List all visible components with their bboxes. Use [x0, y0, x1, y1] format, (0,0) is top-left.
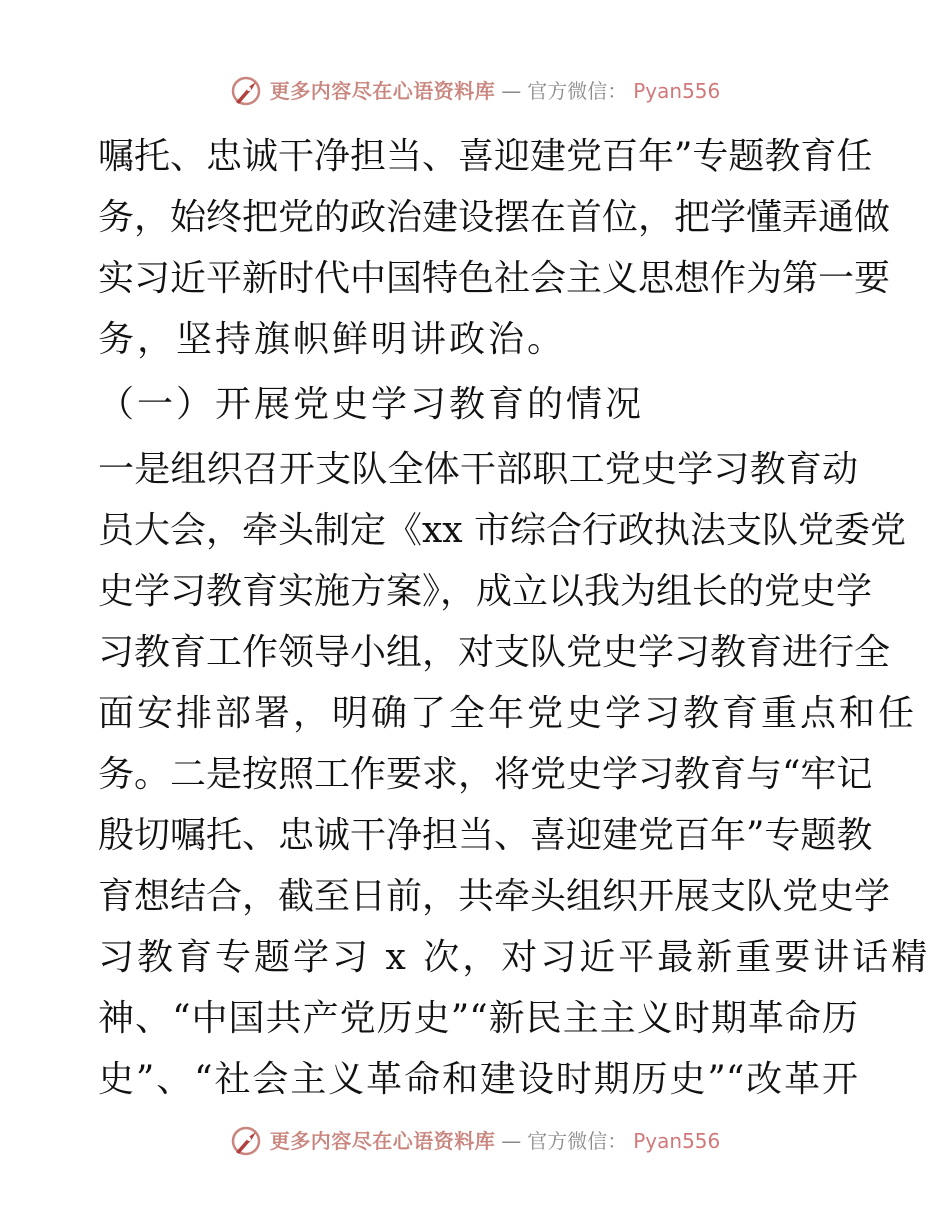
paragraph-line: 神、“中国共产党历史”“新民主主义时期革命历	[98, 998, 858, 1039]
paragraph-line: 习教育工作领导小组，对支队党史学习教育进行全	[98, 632, 891, 673]
paragraph-line: 务。二是按照工作要求，将党史学习教育与“牢记	[98, 754, 873, 795]
document-body	[98, 126, 931, 1110]
paragraph-line: 习教育专题学习 x 次，对习近平最新重要讲话精	[98, 937, 931, 978]
paragraph-line: 员大会，牵头制定《xx 市综合行政执法支队党委党	[98, 510, 907, 551]
paragraph-line: 育想结合，截至日前，共牵头组织开展支队党史学	[98, 876, 891, 917]
paragraph-line: 面安排部署，明确了全年党史学习教育重点和任	[98, 693, 918, 734]
watermark-separator: —	[501, 79, 522, 103]
pen-nib-logo-icon	[230, 1126, 264, 1156]
paragraph-line: 务，坚持旗帜鲜明讲政治。	[98, 319, 567, 360]
watermark-separator: —	[501, 1129, 522, 1153]
paragraph-line: 殷切嘱托、忠诚干净担当、喜迎建党百年”专题教	[98, 815, 873, 856]
paragraph-line: 嘱托、忠诚干净担当、喜迎建党百年”专题教育任	[98, 136, 873, 177]
pen-nib-logo-icon	[230, 76, 264, 106]
paragraph-line: 实习近平新时代中国特色社会主义思想作为第一要	[98, 258, 891, 299]
watermark-wechat-id: Pyan556	[633, 79, 721, 103]
watermark-wechat-id: Pyan556	[633, 1129, 721, 1153]
header-watermark	[0, 76, 950, 106]
paragraph-line: 务，始终把党的政治建设摆在首位，把学懂弄通做	[98, 197, 891, 238]
footer-watermark	[0, 1126, 950, 1156]
watermark-main-text: 更多内容尽在心语资料库	[269, 79, 496, 103]
watermark-sub-text: 官方微信：	[527, 1129, 628, 1153]
paragraph-line: 一是组织召开支队全体干部职工党史学习教育动	[98, 449, 858, 490]
paragraph-line: 史”、“社会主义革命和建设时期历史”“改革开	[98, 1059, 858, 1100]
watermark-sub-text: 官方微信：	[527, 79, 628, 103]
paragraph-line: 史学习教育实施方案》，成立以我为组长的党史学	[98, 571, 873, 612]
section-heading: （一）开展党史学习教育的情况	[98, 384, 645, 425]
watermark-main-text: 更多内容尽在心语资料库	[269, 1129, 496, 1153]
